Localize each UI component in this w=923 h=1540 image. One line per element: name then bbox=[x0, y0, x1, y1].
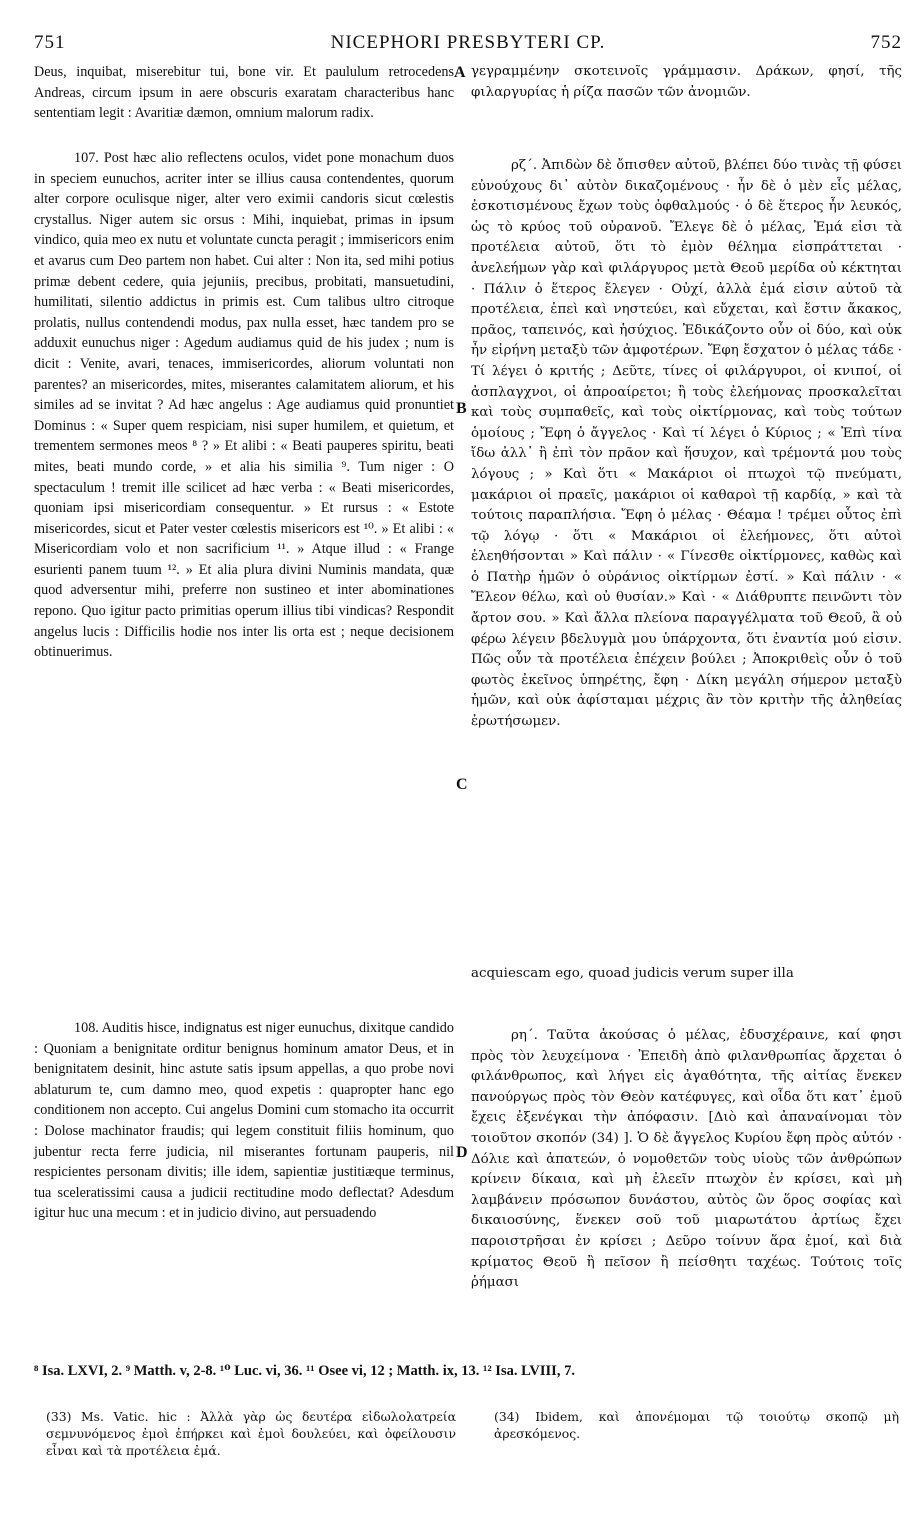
greek-top-paragraph: γεγραμμένην σκοτεινοῖς γράμμασιν. Δράκων, φησί, τῆς φιλαργυρίας ἡ ρίζα πασῶν τῶν ἀνομιῶν. bbox=[471, 64, 902, 100]
page-number-right: 752 bbox=[870, 32, 902, 53]
footnote-33: (33) Ms. Vatic. hic : Ἀλλὰ γὰρ ὡς δευτέρα εἰδωλολατρεία σεμνυνόμενος ἐμοὶ ἐπήρκει καὶ ἐμοὶ δουλεύει, καὶ ὀφείλουσιν εἶναι καὶ τὰ προτέλεια ἐμά. bbox=[46, 1409, 456, 1458]
margin-marker-c: C bbox=[456, 776, 468, 793]
scripture-references: ⁸ Isa. LXVI, 2. ⁹ Matth. v, 2-8. ¹⁰ Luc. vi, 36. ¹¹ Osee vi, 12 ; Matth. ix, 13. ¹² Isa. LVIII, 7. bbox=[34, 1363, 575, 1379]
latin-top-paragraph: Deus, inquibat, miserebitur tui, bone vir. Et paululum retrocedens Andreas, circum ipsum in aere obscuris exaratam characteribus hanc sententiam legit : Avaritiæ dæmon, omnium malorum radix. bbox=[34, 64, 454, 122]
greek-section-108: ρη΄. Ταῦτα ἀκούσας ὁ μέλας, ἐδυσχέραινε, καί φησι πρὸς τὸν λευχείμονα · Ἐπειδὴ ἀπὸ φιλανθρωπίας ἄρχεται ὁ φιλάνθρωπος, καὶ λήγει εἰς ἀγαθότητα, τῆς αἰτίας ἕνεκεν πανούργως πρὸς τὸν Θεὸν κατέφυγες, καὶ οἶδα ὅτι κατ᾽ ἐμοῦ ἔχεις ἐξενέγκαι τὴν ἀπόφασιν. [Διὸ καὶ ἀπαναίνομαι τὸν τοιοῦτον σκοπόν (34) ]. Ὁ δὲ ἄγγελος Κυρίου ἔφη πρὸς αὐτόν · Δόλιε καὶ ἀπατεών, ὁ νομοθετῶν τοὺς υἱοὺς τῶν ἀνθρώπων κρίνειν δίκαια, καὶ μὴ ἐλεεῖν πτωχὸν ἐν κρίσει, καὶ μὴ λαμβάνειν πρόσωπον δυνάστου, αὐτὸς ὢν ὅρος σοφίας καὶ δικαιοσύνης, ἕνεκεν σοῦ τοῦ μιαρωτάτου ἀρτίως ἔχει παροιστρῆσαι ἐν κρίσει ; Δεῦρο τοίνυν ἅρα ἐμοί, καὶ διὰ κρίματος Θεοῦ ἢ πεῖσον ἢ πείσθητι ταχέως. Τούτοις τοῖς ῥήμασι bbox=[471, 1028, 902, 1291]
page-header bbox=[34, 28, 902, 62]
running-title: NICEPHORI PRESBYTERI CP. bbox=[330, 32, 606, 53]
margin-marker-b: B bbox=[456, 400, 467, 417]
greek-section-107: ρζ΄. Ἀπιδὼν δὲ ὄπισθεν αὐτοῦ, βλέπει δύο τινὰς τῇ φύσει εὐνούχους δι᾽ αὐτὸν δικαζομένους · ἦν δὲ ὁ μὲν εἷς μέλας, ἐσκοτισμένους ἔχων τοὺς ὀφθαλμούς · ὁ δὲ ἕτερος ἦν λευκός, ὡς τὸ κρύος τοῦ οὐρανοῦ. Ἔλεγε δὲ ὁ μέλας, Ἐμά εἰσι τὰ προτέλεια αὐτοῦ, ὅτι τὸ ἐμὸν θέλημα εἰσπράττεται · ἀνελεήμων γὰρ καὶ φιλάργυρος μετὰ Θεοῦ μερίδα οὐ κέκτηται · Πάλιν ὁ ἕτερος ἔλεγεν · Οὐχί, ἀλλὰ ἐμά εἰσιν αὐτοῦ τὰ προτέλεια, ἐπεὶ καὶ νηστεύει, καὶ εὔχεται, καὶ ἔστιν ἄκακος, πρᾶος, ταπεινός, καὶ ἡσύχιος. Ἐδικάζοντο οὖν οἱ δύο, καὶ οὐκ ἦν εἰρήνη μεταξὺ τῶν ἀμφοτέρων. Ἔφη ἔσχατον ὁ μέλας τάδε · Τί λέγει ὁ κριτής ; Δεῦτε, τίνες οἱ φιλάργυροι, οἱ κνιποί, οἱ ἀσπλαγχνοι, οἱ ἀπροαίρετοι; ἢ τοὺς ἐλεήμονας προσκαλεῖται καὶ τοὺς συμπαθεῖς, καὶ τοὺς οἰκτίρμονας, καὶ τοὺς τούτων ὁμοίους ; Ἔφη ὁ ἄγγελος · Καὶ τί λέγει ὁ Κύριος ; « Ἐπὶ τίνα ἴδω ἀλλ᾽ ἢ ἐπὶ τὸν πρᾶον καὶ ἥσυχον, καὶ τρέμοντά μου τοὺς λόγους ; » Καὶ ὅτι « Μακάριοι οἱ πτωχοὶ τῷ πνεύματι, μακάριοι οἱ πραεῖς, μακάριοι οἱ καθαροὶ τῇ καρδίᾳ, » καὶ τὰ τούτοις παραπλήσια. Ἔφη ὁ μέλας · Θέαμα ! τρέμει οὗτος ἐπὶ τῷ λόγῳ · ὅτι « Μακάριοι οἱ ἐλεήμονες, ὅτι αὐτοὶ ἐλεηθήσονται » Καὶ πάλιν · « Γίνεσθε οἰκτίρμονες, καθὼς καὶ ὁ Πατὴρ ἡμῶν ὁ οὐράνιος οἰκτίρμων ἐστί. » Καὶ πάλιν · « Ἔλεον θέλω, καὶ οὐ θυσίαν.» Καὶ · « Διάθρυπτε πεινῶντι τὸν ἄρτον σου. » Καὶ ἄλλα πλείονα παραγγέλματα τοῦ Θεοῦ, ἃ οὐ φέρω λέγειν βδελυγμὰ μου ὑπάρχοντα, ὅτι ἐναντία μού εἰσιν. Πῶς οὖν τὰ προτέλεια ἐπέχειν βούλει ; Ἀποκριθεὶς οὖν ὁ τοῦ φωτὸς ἐκεῖνος ὑπηρέτης, ἔφη · Δίκη μεγάλη σήμερον μεταξὺ ἡμῶν, καὶ οὐκ ἀφίσταμαι μέχρις ἂν τὸν κριτὴν τῆς ἀληθείας ἐρωτήσωμεν. bbox=[471, 158, 902, 730]
latin-section-107: 107. Post hæc alio reflectens oculos, videt pone monachum duos in speciem eunuchos, acriter inter se illius causa contendentes, quorum alter corpore oculisque niger, alter vero eximii candoris sicut cœlestis crystallus. Niger autem sic orsus : Mihi, inquiebat, primas in ipsum vindico, quia meo ex nutu et voluntate cuncta peragit ; immisericors enim et avarus cum Deo partem non habet. Cui alter : Non ita, sed mihi potius primæ debent cedere, quia jejuniis, precibus, probitati, mansuetudini, humilitati, silentio addictus in primis est. Cum talibus ultro citroque prolatis, nullus contendendi modus, pax nulla esset, hæc tandem pro se adduxit eunuchus niger : Agedum audiamus quid de his judex ; num is dicit : Venite, avari, tenaces, immisericordes, aliorum voluntati non parentes? an misericordes, mites, miserantes calamitatem aliorum, et his similes ad se invitat ? Ad hæc angelus : Age audiamus quid pronuntiet Dominus : « Super quem respiciam, nisi super humilem, et quietum, et trementem sermones meos ⁸ ? » Et alibi : « Beati pauperes spiritu, beati mites, beati mundo corde, » et alia his similia ⁹. Tum niger : O spectaculum ! tremit ille scilicet ad hæc verba : « Beati misericordes, quoniam ipsi misericordiam consequentur. » Et rursus : « Estote misericordes, sicut et Pater vester cœlestis misericors est ¹⁰. » Et alibi : « Misericordiam volo et non sacrificium ¹¹. » Atque illud : « Frange esurienti panem tuum ¹². » Et alia plura divini Numinis mandata, quæ quod adversentur mihi, preferre non sustineo et inter abominationes repono. Quo igitur pacto primitias operum illius tibi vindicas? Respondit angelus lucis : Difficilis hodie nos inter lis orta est ; neque decisionem obtinuerimus. bbox=[34, 150, 454, 661]
page bbox=[34, 28, 902, 1518]
footnote-34: (34) Ibidem, καὶ ἀπονέμομαι τῷ τοιούτῳ σκοπῷ μὴ ἀρεσκόμενος. bbox=[494, 1409, 899, 1441]
margin-marker-d: D bbox=[456, 1144, 468, 1161]
margin-marker-a: A bbox=[454, 64, 466, 81]
greek-mid-line: acquiescam ego, quoad judicis verum super illa bbox=[471, 966, 794, 981]
latin-section-108: 108. Auditis hisce, indignatus est niger eunuchus, dixitque candido : Quoniam a benignitate orditur benignus hominum amator Deus, et in benignitatem desinit, hinc astute satis ipsum appellas, a quo probe novi ablaturum te, cum damno meo, quod expetis : quapropter hanc ego conditionem non accepto. Cui angelus Domini cum stomacho ita occurrit : Dolose machinator fraudis; qui legem constituit filiis hominum, quo jubentur recta ferre judicia, nil miserantes fortunam pauperis, nil respicientes personam divitis; ille idem, sapientiæ justitiæque terminus, tua sceleratissimi causa a judicii rectitudine modo deflectat? Adesdum igitur huc una mecum : et in judicio divino, aut persuadendo bbox=[34, 1020, 454, 1222]
page-number-left: 751 bbox=[34, 32, 66, 53]
